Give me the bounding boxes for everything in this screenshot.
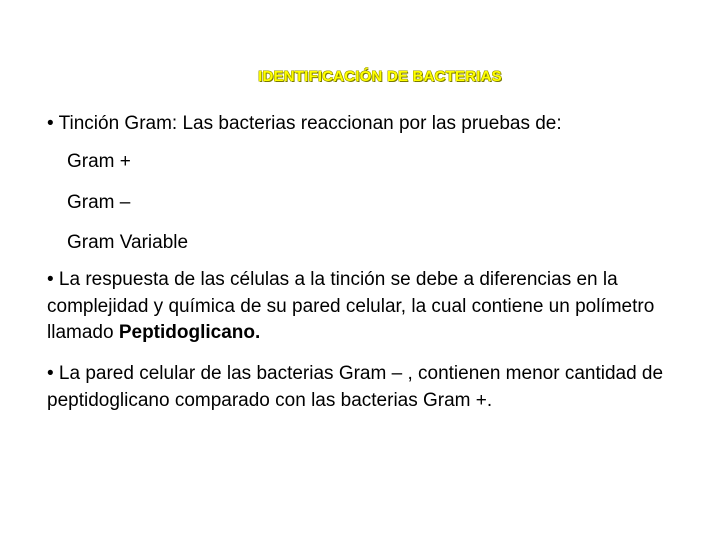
slide-title: IDENTIFICACIÓN DE BACTERIAS: [258, 68, 502, 85]
bullet-gram-negative-wall: • La pared celular de las bacterias Gram – , contienen menor cantidad de peptidoglicano comparado con las bacterias Gram +.: [47, 363, 664, 411]
peptidoglycan-term: Peptidoglicano.: [118, 322, 261, 343]
gram-variable-item: Gram Variable: [67, 232, 189, 253]
bullet-cell-wall-response: [47, 267, 667, 347]
gram-negative-item: Gram –: [67, 192, 131, 213]
bullet-gram-stain: • Tinción Gram: Las bacterias reaccionan por las pruebas de:: [47, 113, 562, 134]
gram-positive-item: Gram +: [67, 151, 131, 172]
bullet-cell-wall-text: • La respuesta de las células a la tinción se debe a diferencias en la complejidad y química de su pared celular, la cual contiene un polímetro llamado: [47, 269, 655, 343]
